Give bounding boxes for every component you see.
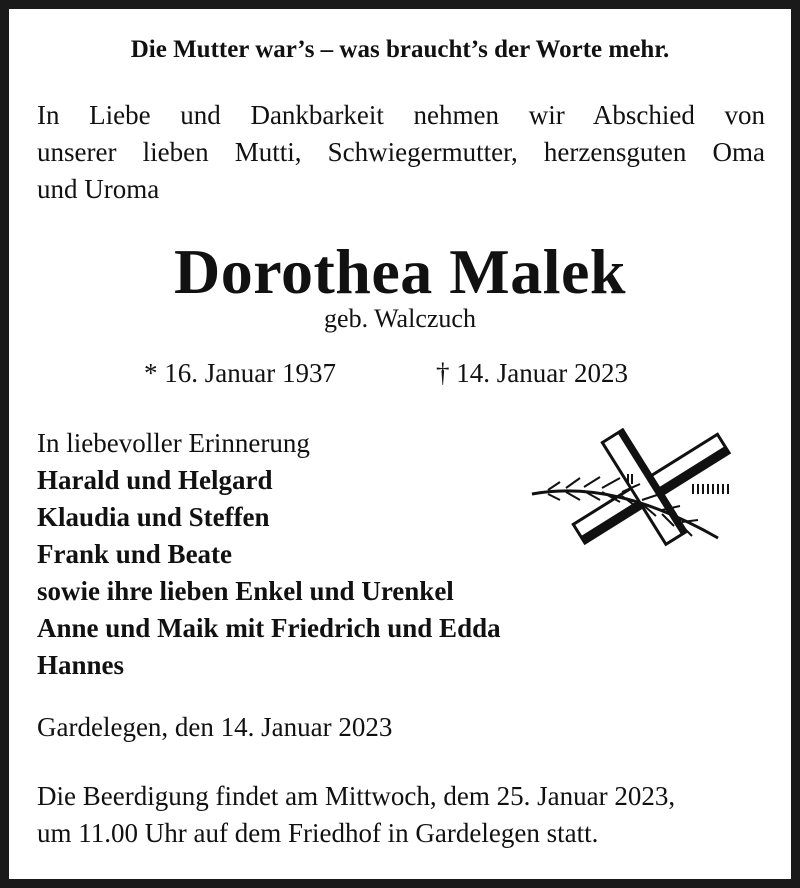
mourners-intro: In liebevoller Erinnerung — [37, 428, 310, 458]
mourners-list — [37, 425, 577, 684]
intro-line: unserer lieben Mutti, Schwiegermutter, herzensguten Oma — [37, 137, 765, 167]
mourner-name: Frank und Beate — [37, 539, 233, 569]
motto-heading: Die Mutter war’s – was braucht’s der Worte mehr. — [130, 36, 670, 63]
mourner-name: Hannes — [37, 650, 125, 680]
funeral-line: um 11.00 Uhr auf dem Friedhof in Gardelegen statt. — [37, 818, 599, 848]
funeral-line: Die Beerdigung findet am Mittwoch, dem 25. Januar 2023, — [37, 781, 676, 811]
mourner-name: sowie ihre lieben Enkel und Urenkel — [37, 576, 454, 606]
birth-date: * 16. Januar 1937 — [144, 358, 336, 388]
intro-line: und Uroma — [37, 174, 160, 204]
cross-with-palm-branch-icon — [528, 428, 768, 558]
place-date: Gardelegen, den 14. Januar 2023 — [37, 712, 393, 742]
funeral-notice — [37, 778, 777, 852]
mourner-name: Harald und Helgard — [37, 465, 273, 495]
mourner-name: Klaudia und Steffen — [37, 502, 270, 532]
intro-paragraph — [37, 97, 765, 208]
mourner-name: Anne und Maik mit Friedrich und Edda — [37, 613, 501, 643]
deceased-name: Dorothea Malek — [174, 236, 626, 307]
maiden-name: geb. Walczuch — [324, 304, 476, 333]
death-date: † 14. Januar 2023 — [436, 358, 628, 388]
intro-line: In Liebe und Dankbarkeit nehmen wir Abschied von — [37, 100, 765, 130]
